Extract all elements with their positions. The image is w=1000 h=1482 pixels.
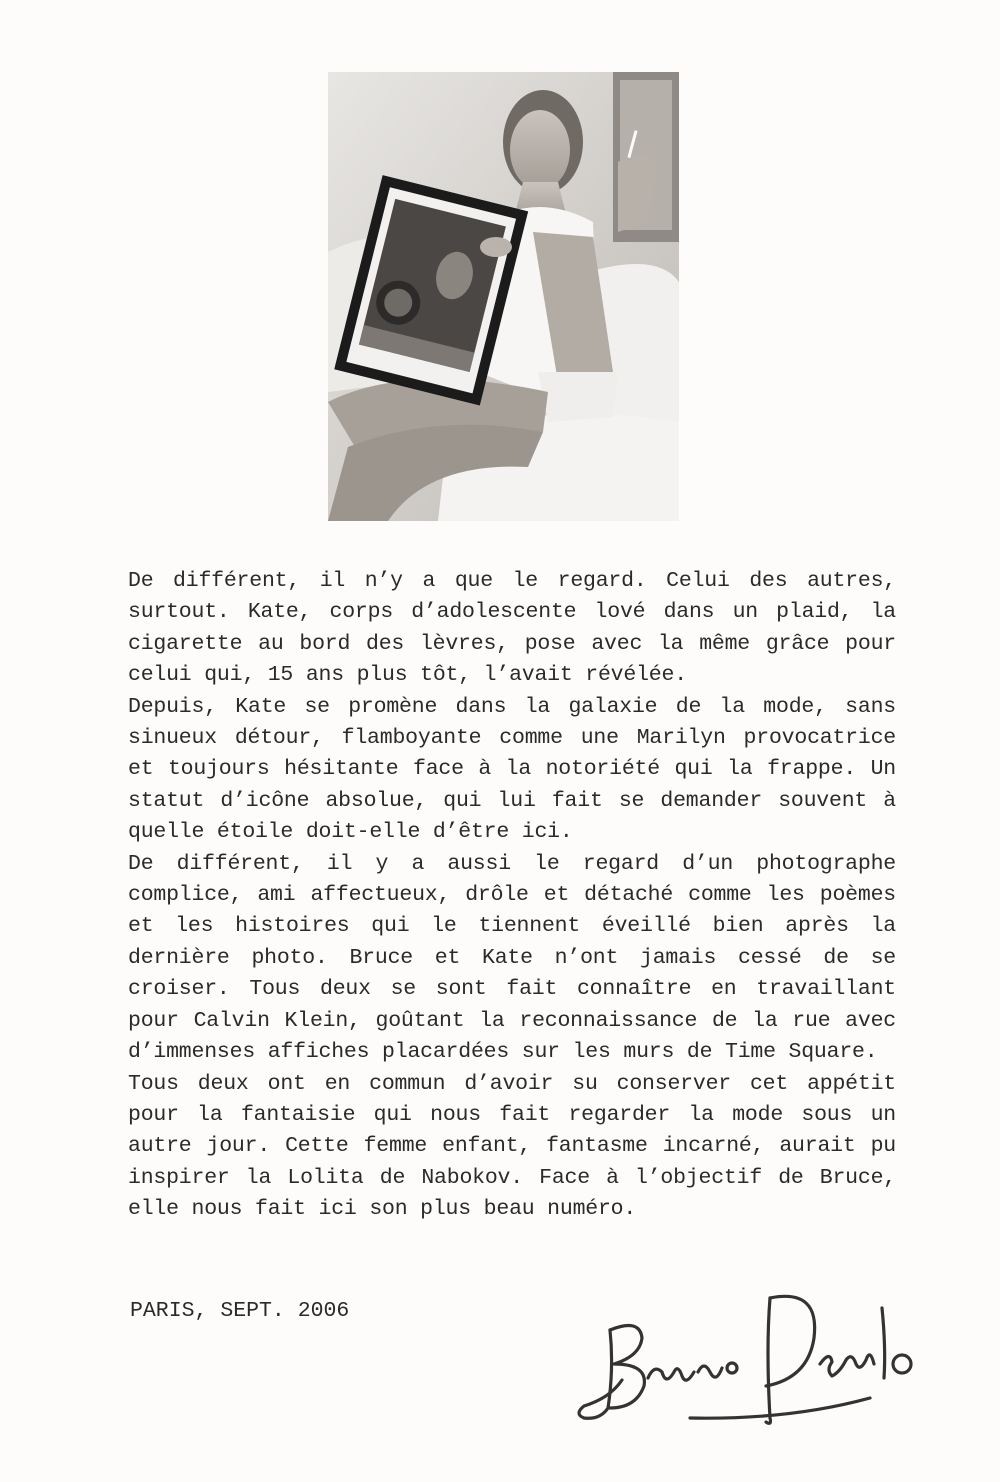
paragraph-4: Tous deux ont en commun d’avoir su conserver cet appétit pour la fantaisie qui nous fait regarder la mode sous un autre jour. Cette femme enfant, fantasme incarné, aurait pu inspirer la Lolita de Nabokov. Face à l’objectif de Bruce, elle nous fait ici son plus beau numéro. bbox=[128, 1071, 896, 1222]
portrait-photo bbox=[328, 72, 679, 521]
article-body bbox=[128, 566, 896, 1226]
place-date: PARIS, SEPT. 2006 bbox=[130, 1299, 350, 1323]
paragraph-2: Depuis, Kate se promène dans la galaxie de la mode, sans sinueux détour, flamboyante comme une Marilyn provocatrice et toujours hésitante face à la notoriété qui la frappe. Un statut d’icône absolue, qui lui fait se demander souvent à quelle étoile doit-elle d’être ici. bbox=[128, 694, 896, 845]
paragraph-3: De différent, il y a aussi le regard d’un photographe complice, ami affectueux, drôle et détaché comme les poèmes et les histoires qui le tiennent éveillé bien après la dernière photo. Bruce et Kate n’ont jamais cessé de se croiser. Tous deux se sont fait connaître en travaillant pour Calvin Klein, goûtant la reconnaissance de la rue avec d’immenses affiches placardées sur les murs de Time Square. bbox=[128, 851, 896, 1065]
photo-illustration bbox=[328, 72, 679, 521]
paragraph-1: De différent, il n’y a que le regard. Celui des autres, surtout. Kate, corps d’adolescente lové dans un plaid, la cigarette au bord des lèvres, pose avec la même grâce pour celui qui, 15 ans plus tôt, l’avait révélée. bbox=[128, 569, 896, 688]
signature-icon bbox=[570, 1268, 940, 1428]
